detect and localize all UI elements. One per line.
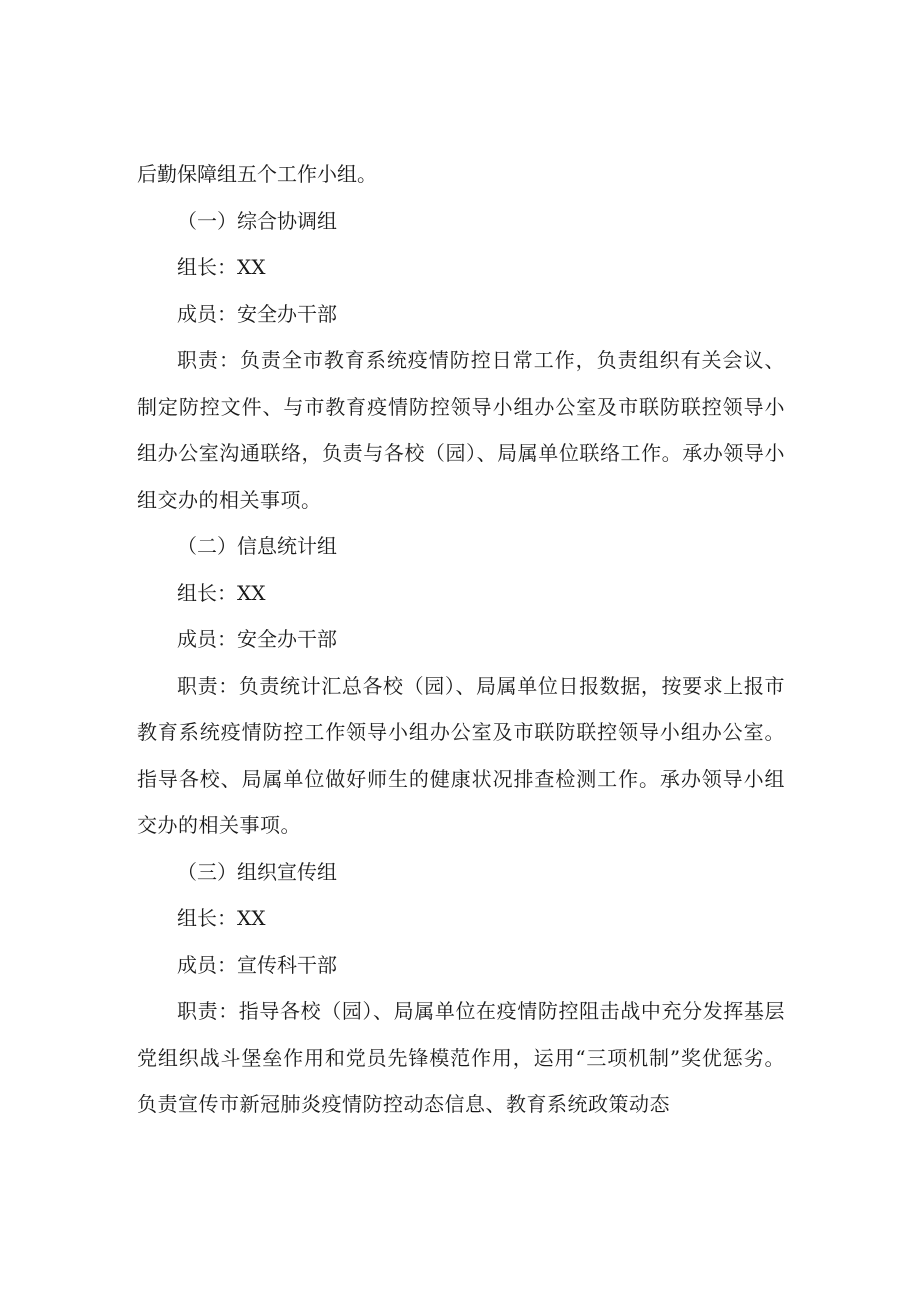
group3-duties: 职责：指导各校（园）、局属单位在疫情防控阻击战中充分发挥基层党组织战斗堡垒作用和党员先锋模范作用，运用“三项机制”奖优惩劣。负责宣传市新冠肺炎疫情防控动态信息、教育系统政策动态	[137, 999, 785, 1116]
group3-members: 成员：宣传科干部	[177, 952, 337, 977]
group2-leader: 组长：XX	[177, 580, 266, 605]
paragraph-continuation: 后勤保障组五个工作小组。	[137, 162, 377, 186]
group2-duties: 职责：负责统计汇总各校（园）、局属单位日报数据，按要求上报市教育系统疫情防控工作领导小组办公室及市联防联控领导小组办公室。指导各校、局属单位做好师生的健康状况排查检测工作。承办领导小组交办的相关事项。	[137, 673, 785, 837]
group2-heading: （二）信息统计组	[177, 534, 337, 558]
group3-heading: （三）组织宣传组	[177, 859, 337, 884]
group1-heading: （一）综合协调组	[177, 208, 337, 233]
group3-leader: 组长：XX	[177, 906, 266, 930]
group2-members: 成员：安全办干部	[177, 627, 337, 651]
group1-duties: 职责：负责全市教育系统疫情防控日常工作，负责组织有关会议、制定防控文件、与市教育疫情防控领导小组办公室及市联防联控领导小组办公室沟通联络，负责与各校（园）、局属单位联络工作。承办领导小组交办的相关事项。	[137, 348, 785, 512]
document-body	[137, 151, 785, 1128]
group1-leader: 组长：XX	[177, 255, 266, 279]
group1-members: 成员：安全办干部	[177, 301, 337, 326]
